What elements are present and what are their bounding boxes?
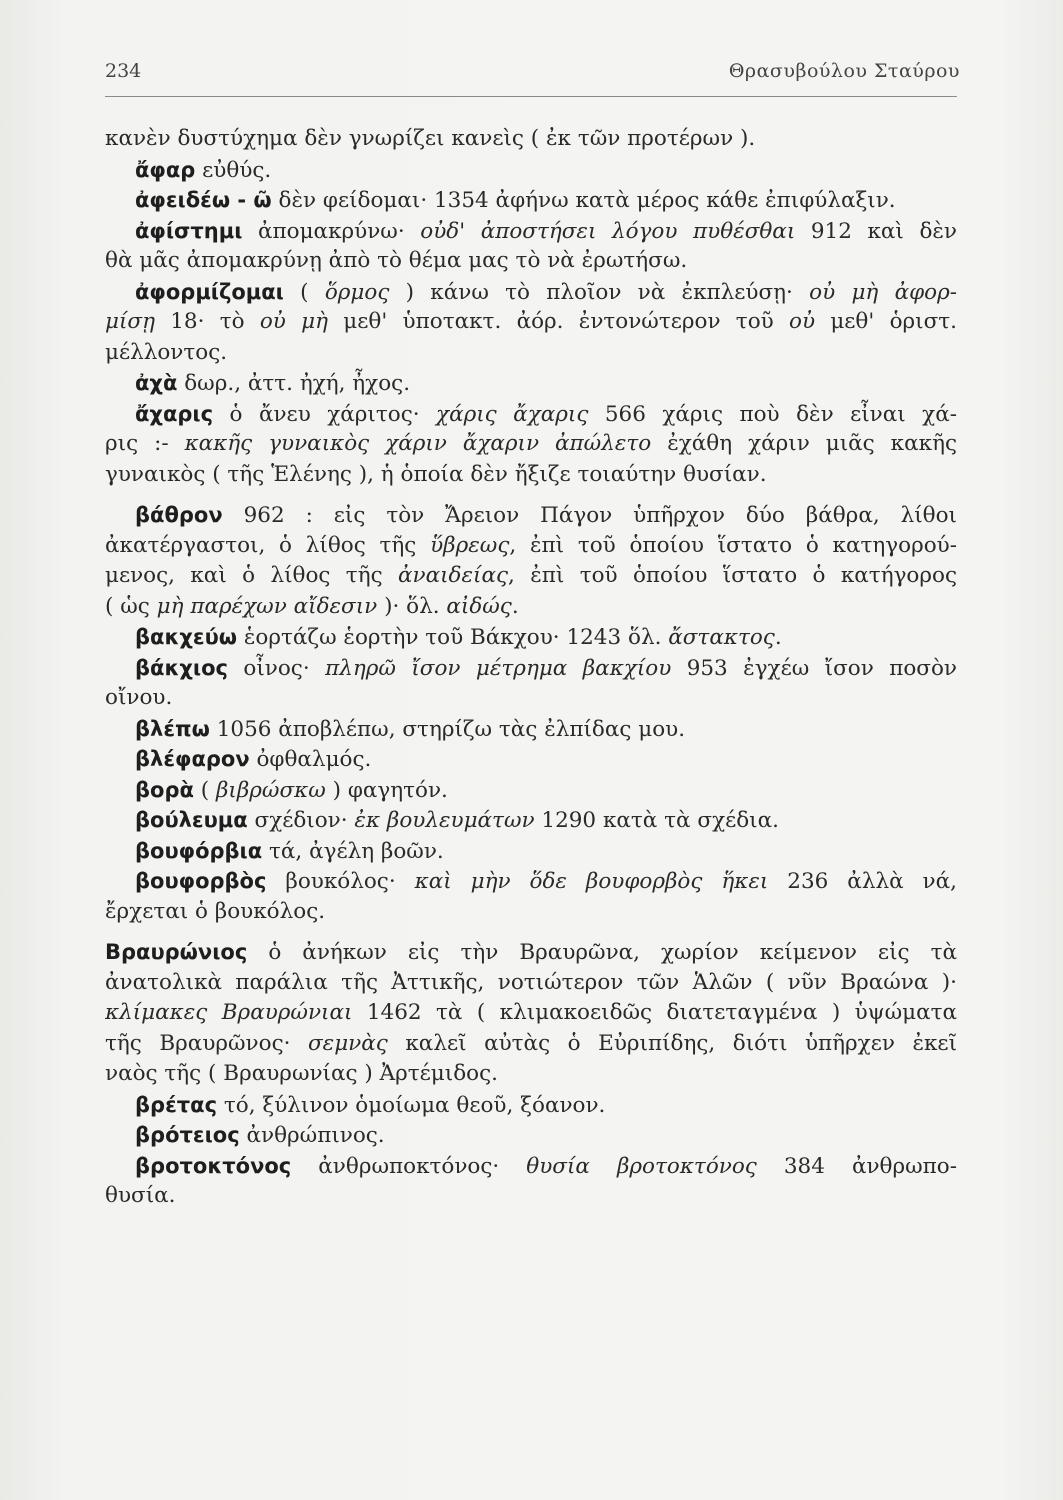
quotation-text: θυσία βροτοκτόνος xyxy=(526,1153,757,1179)
headword: Βραυρώνιος xyxy=(105,940,248,964)
text-line xyxy=(105,937,957,968)
quotation-text: ἀναιδείας xyxy=(398,563,509,588)
quotation-text: πληρῶ ἴσον μέτρημα βακχίου xyxy=(325,655,672,681)
text-line xyxy=(105,1120,957,1151)
headword: ἀφίστημι xyxy=(135,218,243,243)
headword: βουφορβὸς xyxy=(135,869,267,893)
quotation-text: βιβρώσκω xyxy=(215,777,326,803)
gloss-text: ἐχάθη χάριν μιᾶς κακῆς xyxy=(651,431,957,456)
gloss-text: καλεῖ αὐτὰς ὁ Εὐριπίδης, διότι ὑπῆρχεν ἐκεῖ xyxy=(387,1030,957,1056)
headword: βούλευμα xyxy=(135,808,248,832)
text-line xyxy=(105,775,957,806)
running-head: Θρασυβούλου Σταύρου xyxy=(728,60,960,82)
glossary-text xyxy=(105,124,957,1212)
gloss-text: κανὲν δυστύχημα δὲν γνωρίζει κανεὶς ( ἐκ τῶν προτέρων ). xyxy=(105,126,756,151)
quotation-text: κλίμακες Βραυρώνιαι xyxy=(105,1000,353,1025)
gloss-text: ρις :- xyxy=(105,431,185,456)
headword: βάκχιος xyxy=(135,655,228,680)
gloss-text: , ἐπὶ τοῦ ὁποίου ἵστατο ὁ κατηγορού- xyxy=(509,532,957,558)
gloss-text: ἀπομακρύνω· xyxy=(242,218,421,244)
gloss-text: γυναικὸς ( τῆς Ἑλένης ), ἡ ὁποία δὲν ἤξιζε τοιαύτην θυσίαν. xyxy=(105,461,767,487)
text-line xyxy=(105,216,957,247)
gloss-text: 236 ἀλλὰ νά, xyxy=(768,869,957,894)
text-line xyxy=(105,1090,957,1121)
quotation-text: οὐ μὴ ἀφορ- xyxy=(809,279,957,305)
gloss-text: 566 χάρις ποὺ δὲν εἶναι χά- xyxy=(588,401,957,427)
headword: βροτοκτόνος xyxy=(135,1153,292,1178)
text-line xyxy=(105,124,957,155)
headword: βουφόρβια xyxy=(135,838,263,863)
text-line xyxy=(105,368,957,399)
headword: ἄχαρις xyxy=(135,401,214,426)
text-line xyxy=(105,622,957,653)
page-header xyxy=(105,60,960,92)
text-line xyxy=(105,399,957,430)
gloss-text: μενος, καὶ ὁ λίθος τῆς xyxy=(105,563,398,588)
gloss-text: θυσία. xyxy=(105,1183,176,1208)
gloss-text: οἴνου. xyxy=(105,685,173,710)
text-line xyxy=(105,561,957,592)
text-line xyxy=(105,714,957,745)
gloss-text: εὐθύς. xyxy=(195,157,272,183)
gloss-text: 912 καὶ δὲν xyxy=(795,218,957,244)
gloss-text: ) φαγητόν. xyxy=(325,777,448,803)
headword: βρότειος xyxy=(135,1123,240,1147)
gloss-text: . xyxy=(511,593,519,619)
headword: ἄφαρ xyxy=(135,157,196,182)
gloss-text: τά, ἀγέλη βοῶν. xyxy=(262,838,444,864)
gloss-text: ἔρχεται ὁ βουκόλος. xyxy=(105,898,326,924)
gloss-text: ( ὡς xyxy=(105,593,157,619)
page-number: 234 xyxy=(105,60,142,82)
quotation-text: οὐ μὴ xyxy=(259,309,329,334)
quotation-text: μίσῃ xyxy=(105,309,155,334)
text-line xyxy=(105,500,957,531)
gloss-text: τῆς Βραυρῶνος· xyxy=(105,1030,308,1056)
gloss-text: . xyxy=(774,625,782,650)
text-line xyxy=(105,1181,957,1212)
headword: βλέφαρον xyxy=(135,747,250,771)
gloss-text: τό, ξύλινον ὁμοίωμα θεοῦ, ξόανον. xyxy=(217,1092,606,1118)
gloss-text: 1290 κατὰ τὰ σχέδια. xyxy=(534,808,779,833)
gloss-text: ) κάνω τὸ πλοῖον νὰ ἐκπλεύσῃ· xyxy=(389,279,810,305)
gloss-text: 953 ἐγχέω ἴσον ποσὸν xyxy=(671,655,957,681)
quotation-text: αἰδώς xyxy=(446,593,512,619)
text-line xyxy=(105,968,957,999)
headword: βρέτας xyxy=(135,1092,218,1117)
headword: ἀφορμίζομαι xyxy=(135,279,284,304)
text-line xyxy=(105,429,957,460)
gloss-text: δωρ., ἀττ. ἠχή, ἦχος. xyxy=(177,371,411,396)
gloss-text: οἶνος· xyxy=(227,655,326,681)
text-line xyxy=(105,683,957,714)
text-line xyxy=(105,531,957,562)
quotation-text: σεμνὰς xyxy=(308,1030,388,1056)
text-line xyxy=(105,185,957,216)
gloss-text: μέλλοντος. xyxy=(105,339,228,365)
quotation-text: οὐδ' ἀποστήσει λόγου πυθέσθαι xyxy=(420,218,796,244)
headword: ἀχὰ xyxy=(135,371,178,395)
text-line xyxy=(105,155,957,186)
gloss-text: ὁ ἄνευ χάριτος· xyxy=(213,401,437,427)
quotation-text: μὴ παρέχων αἴδεσιν xyxy=(156,593,378,619)
gloss-text: ( xyxy=(193,777,216,803)
gloss-text: θὰ μᾶς ἀπομακρύνῃ ἀπὸ τὸ θέμα μας τὸ νὰ ἐρωτήσω. xyxy=(105,248,688,273)
text-line xyxy=(105,805,957,836)
gloss-text: δὲν φείδομαι· 1354 ἀφήνω κατὰ μέρος κάθε ἐπιφύλαξιν. xyxy=(271,188,896,213)
text-line xyxy=(105,897,957,928)
headword: βλέπω xyxy=(135,716,210,741)
gloss-text: ὀφθαλμός. xyxy=(249,747,372,772)
headword: ἀφειδέω - ῶ xyxy=(135,188,272,212)
quotation-text: ὕβρεως xyxy=(430,532,510,558)
gloss-text: ἀνθρωποκτόνος· xyxy=(291,1153,527,1179)
text-line xyxy=(105,592,957,623)
gloss-text: 1056 ἀποβλέπω, στηρίζω τὰς ἐλπίδας μου. xyxy=(209,716,686,742)
gloss-text: ναὸς τῆς ( Βραυρωνίας ) Ἀρτέμιδος. xyxy=(105,1061,498,1086)
text-line xyxy=(105,1059,957,1090)
text-line xyxy=(105,460,957,491)
gloss-text: 962 : εἰς τὸν Ἄρειον Πάγον ὑπῆρχον δύο βάθρα, λίθοι xyxy=(222,503,957,528)
gloss-text: , ἐπὶ τοῦ ὁποίου ἵστατο ὁ κατήγορος xyxy=(508,563,957,588)
quotation-text: χάρις ἄχαρις xyxy=(436,401,589,427)
headword: βορὰ xyxy=(135,777,194,802)
gloss-text: 384 ἀνθρωπο- xyxy=(756,1153,957,1179)
gloss-text: ἑορτάζω ἑορτὴν τοῦ Βάκχου· 1243 ὅλ. xyxy=(237,625,669,650)
gloss-text: ( xyxy=(283,279,325,305)
gloss-text: ὁ ἀνήκων εἰς τὴν Βραυρῶνα, χωρίον κείμενον εἰς τὰ xyxy=(247,940,957,965)
text-line xyxy=(105,338,957,369)
text-line xyxy=(105,998,957,1029)
gloss-text: βουκόλος· xyxy=(266,869,415,894)
text-line xyxy=(105,246,957,277)
text-line xyxy=(105,744,957,775)
quotation-text: οὐ xyxy=(789,309,816,334)
quotation-text: ὅρμος xyxy=(324,279,390,305)
headword: βακχεύω xyxy=(135,625,238,649)
text-line xyxy=(105,307,957,338)
quotation-text: καὶ μὴν ὅδε βουφορβὸς ἥκει xyxy=(414,869,769,894)
quotation-text: κακῆς γυναικὸς χάριν ἄχαριν ἀπώλετο xyxy=(184,431,652,456)
gloss-text: )· ὅλ. xyxy=(377,593,447,619)
text-line xyxy=(105,1151,957,1182)
text-line xyxy=(105,866,957,897)
text-line xyxy=(105,1029,957,1060)
gloss-text: ἀκατέργαστοι, ὁ λίθος τῆς xyxy=(105,532,431,558)
gloss-text: 1462 τὰ ( κλιμακοειδῶς διατεταγμένα ) ὑψώματα xyxy=(352,1000,957,1025)
quotation-text: ἄστακτος xyxy=(668,625,775,650)
text-line xyxy=(105,277,957,308)
gloss-text: 18· τὸ xyxy=(154,309,260,334)
gloss-text: μεθ' ὑποτακτ. ἀόρ. ἐντονώτερον τοῦ xyxy=(328,309,790,334)
headword: βάθρον xyxy=(135,503,223,527)
gloss-text: ἀνατολικὰ παράλια τῆς Ἀττικῆς, νοτιώτερον τῶν Ἁλῶν ( νῦν Βραώνα )· xyxy=(105,969,957,995)
gloss-text: σχέδιον· xyxy=(247,808,355,833)
gloss-text: μεθ' ὁριστ. xyxy=(815,309,957,334)
text-line xyxy=(105,653,957,684)
text-line xyxy=(105,836,957,867)
gloss-text: ἀνθρώπινος. xyxy=(239,1123,385,1148)
quotation-text: ἐκ βουλευμάτων xyxy=(354,808,535,833)
header-rule xyxy=(105,96,957,97)
